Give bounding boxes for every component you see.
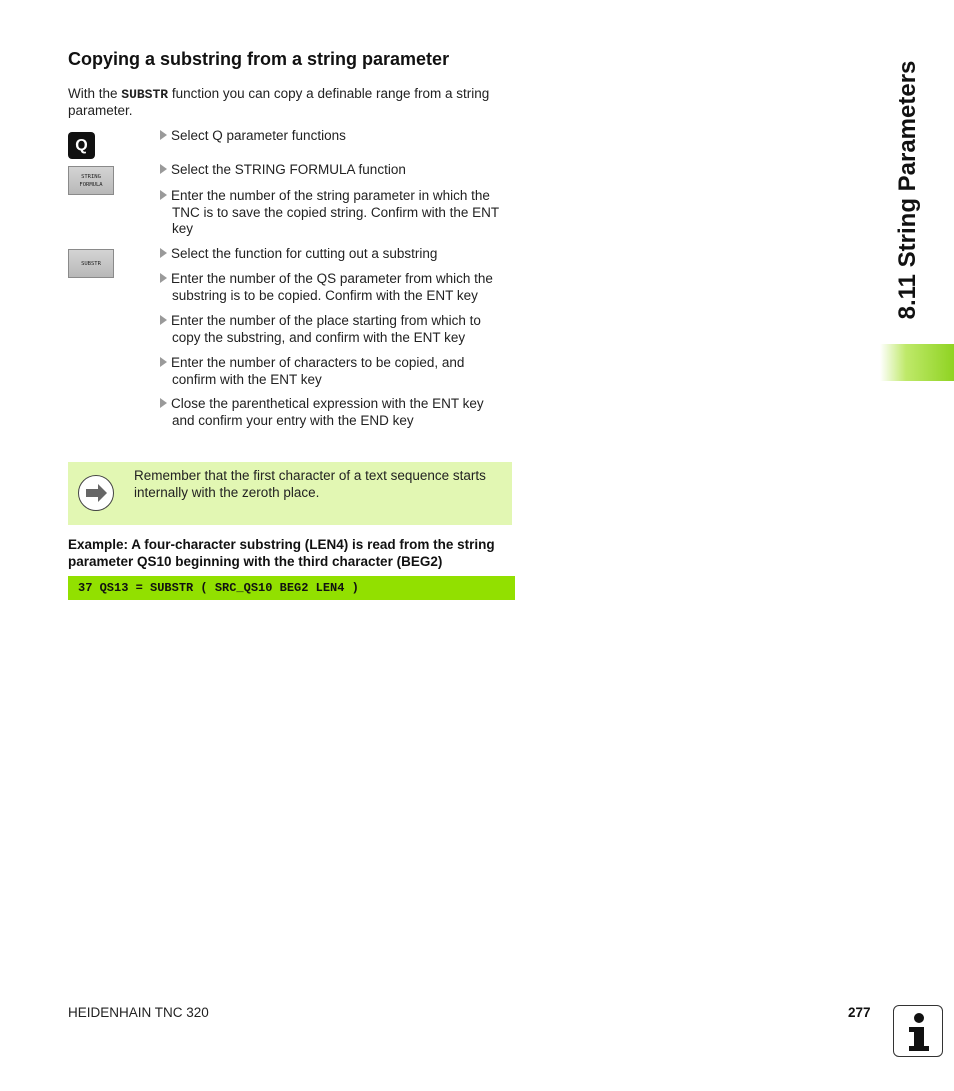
note-text: Remember that the first character of a text sequence starts internally with the zeroth place. xyxy=(134,468,486,500)
triangle-bullet-icon xyxy=(160,164,167,174)
chapter-tab xyxy=(880,344,954,381)
step-text-cont: confirm with the ENT key xyxy=(172,371,322,387)
chapter-sidebar-title xyxy=(884,50,932,330)
page-number: 277 xyxy=(848,1005,871,1020)
step-text: Close the parenthetical expression with the ENT key xyxy=(171,396,484,411)
triangle-bullet-icon xyxy=(160,357,167,367)
step-item xyxy=(160,162,512,179)
step-item xyxy=(160,188,512,238)
step-item xyxy=(160,246,512,263)
step-text-cont: copy the substring, and confirm with the ENT key xyxy=(172,329,466,345)
intro-keyword: SUBSTR xyxy=(121,87,169,102)
step-item xyxy=(160,271,512,304)
code-block xyxy=(68,576,515,600)
step-text: Enter the number of the QS parameter from which the xyxy=(171,271,493,286)
triangle-bullet-icon xyxy=(160,398,167,408)
step-text-cont: TNC is to save the copied string. Confirm with the ENT key xyxy=(172,204,499,236)
intro-before: With the xyxy=(68,86,122,101)
substr-softkey[interactable] xyxy=(68,249,114,278)
softkey-label: SUBSTR xyxy=(81,260,101,267)
step-text: Select Q parameter functions xyxy=(171,128,346,143)
string-formula-softkey[interactable] xyxy=(68,166,114,195)
triangle-bullet-icon xyxy=(160,130,167,140)
step-text: Select the function for cutting out a substring xyxy=(171,246,438,261)
page-heading: Copying a substring from a string parameter xyxy=(68,49,450,69)
step-item xyxy=(160,313,512,346)
arrow-right-circle-icon xyxy=(78,475,114,511)
q-key[interactable]: Q xyxy=(68,132,95,159)
footer-product: HEIDENHAIN TNC 320 xyxy=(68,1005,209,1020)
step-item xyxy=(160,128,512,145)
example-caption: Example: A four-character substring (LEN4) is read from the string parameter QS10 beginning with the third character (BEG2) xyxy=(68,537,495,569)
step-text: Enter the number of the place starting from which to xyxy=(171,313,481,328)
triangle-bullet-icon xyxy=(160,190,167,200)
step-text: Enter the number of characters to be copied, and xyxy=(171,355,465,370)
step-text: Select the STRING FORMULA function xyxy=(171,162,406,177)
step-item xyxy=(160,355,512,388)
info-icon xyxy=(893,1005,943,1057)
triangle-bullet-icon xyxy=(160,248,167,258)
triangle-bullet-icon xyxy=(160,315,167,325)
softkey-label-line1: STRING xyxy=(81,173,101,180)
intro-after: function you can copy a definable range from a string parameter. xyxy=(68,86,490,118)
softkey-label-line2: FORMULA xyxy=(79,181,103,188)
step-item xyxy=(160,396,512,429)
step-text-cont: substring is to be copied. Confirm with the ENT key xyxy=(172,287,478,303)
intro-paragraph xyxy=(68,86,518,119)
step-text: Enter the number of the string parameter in which the xyxy=(171,188,490,203)
code-line: 37 QS13 = SUBSTR ( SRC_QS10 BEG2 LEN4 ) xyxy=(78,581,359,595)
step-text-cont: and confirm your entry with the END key xyxy=(172,412,414,428)
triangle-bullet-icon xyxy=(160,273,167,283)
chapter-title-text: 8.11 String Parameters xyxy=(894,60,921,320)
